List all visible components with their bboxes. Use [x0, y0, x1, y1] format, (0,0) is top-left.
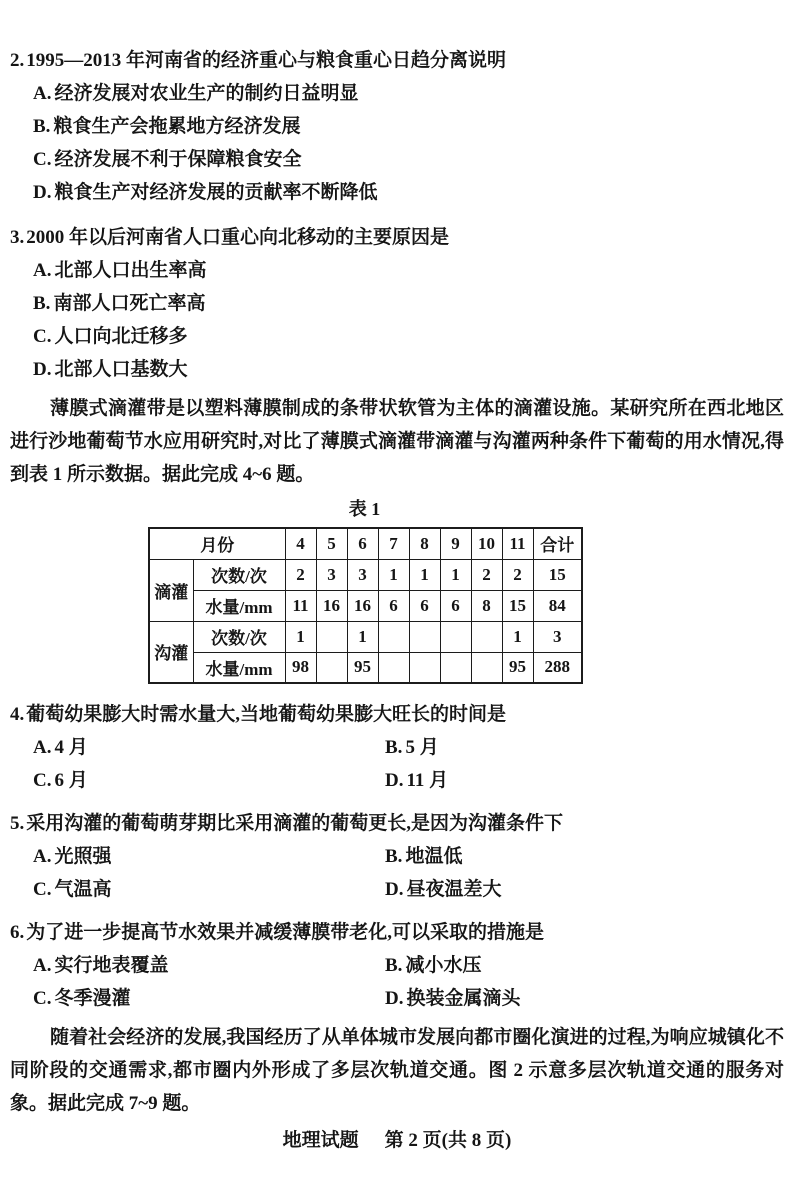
option-b	[10, 287, 784, 320]
option-text: 11 月	[406, 770, 449, 791]
question-3-text	[10, 221, 784, 254]
group-label-furrow: 沟灌	[149, 621, 193, 683]
table-cell: 2	[502, 559, 533, 590]
table-cell	[471, 621, 502, 652]
table-cell: 16	[316, 590, 347, 621]
question-4-number: 4.	[10, 704, 25, 725]
table-cell: 6	[378, 590, 409, 621]
table-cell	[378, 652, 409, 683]
option-a	[10, 254, 784, 287]
table-cell: 95	[502, 652, 533, 683]
table-cell: 84	[533, 590, 582, 621]
option-letter: A.	[33, 846, 52, 867]
table-cell	[440, 621, 471, 652]
table-row-drip-water	[149, 590, 582, 621]
option-text: 人口向北迁移多	[54, 326, 188, 347]
option-a	[10, 77, 784, 110]
table-1-title: 表 1	[348, 499, 381, 519]
option-letter: D.	[33, 359, 52, 380]
question-5-text	[10, 807, 784, 840]
month-header: 5	[316, 528, 347, 559]
table-cell: 98	[285, 652, 316, 683]
option-text: 冬季漫灌	[54, 988, 131, 1009]
table-cell	[471, 652, 502, 683]
question-6	[10, 916, 784, 1015]
option-c	[33, 873, 385, 906]
table-cell	[409, 621, 440, 652]
table-row-furrow-water	[149, 652, 582, 683]
table-cell: 1	[409, 559, 440, 590]
table-cell	[378, 621, 409, 652]
option-b	[385, 840, 784, 873]
question-5-options	[10, 840, 784, 906]
month-header: 4	[285, 528, 316, 559]
option-letter: A.	[33, 955, 52, 976]
table-cell	[316, 621, 347, 652]
option-letter: D.	[385, 988, 404, 1009]
table-cell: 3	[533, 621, 582, 652]
question-5-number: 5.	[10, 813, 25, 834]
question-6-stem: 为了进一步提高节水效果并减缓薄膜带老化,可以采取的措施是	[26, 922, 545, 943]
option-text: 北部人口出生率高	[54, 260, 207, 281]
month-header: 10	[471, 528, 502, 559]
table-cell: 6	[440, 590, 471, 621]
question-2-text	[10, 44, 784, 77]
table-cell: 11	[285, 590, 316, 621]
option-b	[385, 731, 784, 764]
option-c	[10, 143, 784, 176]
option-text: 6 月	[54, 770, 88, 791]
question-3-number: 3.	[10, 227, 25, 248]
option-letter: B.	[33, 293, 51, 314]
option-letter: B.	[385, 955, 403, 976]
question-4-stem: 葡萄幼果膨大时需水量大,当地葡萄幼果膨大旺长的时间是	[26, 704, 507, 725]
question-3	[10, 221, 784, 386]
option-text: 经济发展不利于保障粮食安全	[54, 149, 302, 170]
passage-irrigation: 薄膜式滴灌带是以塑料薄膜制成的条带状软管为主体的滴灌设施。某研究所在西北地区进行沙地葡萄节水应用研究时,对比了薄膜式滴灌带滴灌与沟灌两种条件下葡萄的用水情况,得到表 1 所示数据。据此完成 4~6 题。	[10, 398, 784, 485]
table-cell: 2	[471, 559, 502, 590]
option-letter: C.	[33, 770, 52, 791]
table-header-row	[149, 528, 582, 559]
option-text: 4 月	[54, 737, 88, 758]
option-letter: C.	[33, 326, 52, 347]
option-text: 昼夜温差大	[406, 879, 502, 900]
question-5-stem: 采用沟灌的葡萄萌芽期比采用滴灌的葡萄更长,是因为沟灌条件下	[26, 813, 564, 834]
option-a	[33, 949, 385, 982]
option-c	[10, 320, 784, 353]
table-row-furrow-count	[149, 621, 582, 652]
question-4	[10, 698, 784, 797]
table-1	[148, 527, 583, 684]
table-cell: 2	[285, 559, 316, 590]
question-6-options	[10, 949, 784, 1015]
option-d	[10, 353, 784, 386]
month-header: 8	[409, 528, 440, 559]
table-cell	[440, 652, 471, 683]
option-letter: A.	[33, 737, 52, 758]
month-header: 9	[440, 528, 471, 559]
option-a	[33, 840, 385, 873]
table-cell: 3	[347, 559, 378, 590]
option-text: 南部人口死亡率高	[53, 293, 206, 314]
option-b	[385, 949, 784, 982]
option-c	[33, 764, 385, 797]
option-text: 气温高	[54, 879, 112, 900]
option-text: 粮食生产对经济发展的贡献率不断降低	[54, 182, 378, 203]
option-letter: A.	[33, 260, 52, 281]
option-text: 5 月	[405, 737, 439, 758]
table-cell: 1	[347, 621, 378, 652]
question-2-options	[10, 77, 784, 209]
table-cell: 15	[533, 559, 582, 590]
question-4-options	[10, 731, 784, 797]
table-cell: 15	[502, 590, 533, 621]
table-cell: 95	[347, 652, 378, 683]
option-text: 光照强	[54, 846, 112, 867]
question-4-text	[10, 698, 784, 731]
table-cell: 1	[502, 621, 533, 652]
option-text: 地温低	[405, 846, 463, 867]
table-cell	[409, 652, 440, 683]
option-c	[33, 982, 385, 1015]
option-letter: C.	[33, 988, 52, 1009]
group-label-drip: 滴灌	[149, 559, 193, 621]
question-6-text	[10, 916, 784, 949]
option-letter: D.	[385, 770, 404, 791]
total-header: 合计	[533, 528, 582, 559]
option-a	[33, 731, 385, 764]
question-5	[10, 807, 784, 906]
row-label: 水量/mm	[193, 590, 285, 621]
table-cell: 8	[471, 590, 502, 621]
month-header: 7	[378, 528, 409, 559]
question-2-stem: 1995—2013 年河南省的经济重心与粮食重心日趋分离说明	[26, 50, 507, 71]
question-6-number: 6.	[10, 922, 25, 943]
table-cell: 6	[409, 590, 440, 621]
option-text: 换装金属滴头	[406, 988, 521, 1009]
table-row-drip-count	[149, 559, 582, 590]
table-cell	[316, 652, 347, 683]
option-text: 北部人口基数大	[54, 359, 188, 380]
option-letter: D.	[385, 879, 404, 900]
question-3-stem: 2000 年以后河南省人口重心向北移动的主要原因是	[26, 227, 450, 248]
table-cell: 1	[378, 559, 409, 590]
option-letter: C.	[33, 879, 52, 900]
option-text: 粮食生产会拖累地方经济发展	[53, 116, 301, 137]
footer-page-info: 第 2 页(共 8 页)	[384, 1130, 512, 1151]
question-3-options	[10, 254, 784, 386]
page-footer	[10, 1124, 784, 1157]
option-text: 经济发展对农业生产的制约日益明显	[54, 83, 359, 104]
row-label: 次数/次	[193, 559, 285, 590]
option-letter: B.	[33, 116, 51, 137]
option-letter: C.	[33, 149, 52, 170]
passage-rail-transit: 随着社会经济的发展,我国经历了从单体城市发展向都市圈化演进的过程,为响应城镇化不同阶段的交通需求,都市圈内外形成了多层次轨道交通。图 2 示意多层次轨道交通的服务对象。据此完成 7~9 题。	[10, 1027, 784, 1114]
option-d	[10, 176, 784, 209]
option-d	[385, 764, 784, 797]
question-2-number: 2.	[10, 50, 25, 71]
option-d	[385, 873, 784, 906]
option-text: 减小水压	[405, 955, 482, 976]
option-letter: A.	[33, 83, 52, 104]
table-cell: 16	[347, 590, 378, 621]
footer-doc-title: 地理试题	[282, 1130, 359, 1151]
table-corner-cell: 月份	[149, 528, 285, 559]
option-letter: B.	[385, 846, 403, 867]
question-2	[10, 44, 784, 209]
option-letter: B.	[385, 737, 403, 758]
table-cell: 1	[440, 559, 471, 590]
option-b	[10, 110, 784, 143]
option-letter: D.	[33, 182, 52, 203]
month-header: 6	[347, 528, 378, 559]
option-d	[385, 982, 784, 1015]
row-label: 次数/次	[193, 621, 285, 652]
month-header: 11	[502, 528, 533, 559]
option-text: 实行地表覆盖	[54, 955, 169, 976]
table-cell: 288	[533, 652, 582, 683]
row-label: 水量/mm	[193, 652, 285, 683]
table-cell: 3	[316, 559, 347, 590]
table-cell: 1	[285, 621, 316, 652]
